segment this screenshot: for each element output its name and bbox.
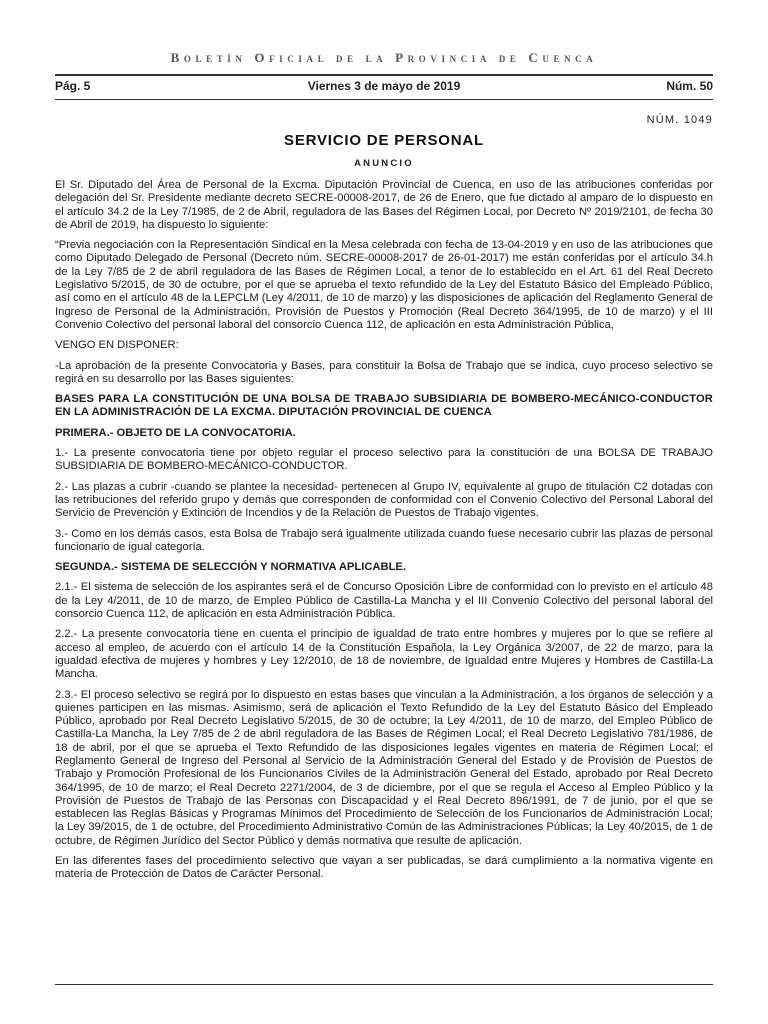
body-paragraph: 2.1.- El sistema de selección de los aspirantes será el de Concurso Oposición Libre de conformidad con lo previsto en el artículo 48 de la Ley 4/2011, de 10 de marzo, de Empleo Público de Castilla-La Mancha y el III Convenio Colectivo del personal laboral del consorcio Cuenca 112, de aplicación en esta Administración Pública.	[55, 581, 713, 621]
footer-rule	[55, 984, 713, 985]
body-paragraph: VENGO EN DISPONER:	[55, 339, 179, 352]
page-header	[55, 79, 713, 93]
body-paragraph: 2.3.- El proceso selectivo se regirá por lo dispuesto en estas bases que vinculan a la Administración, a los órganos de selección y a quienes participen en las mismas. Asimismo, será de aplicación el Texto Refundido de la Ley del Estatuto Básico del Empleado Público, aprobado por Real Decreto Legislativo 5/2015, de 30 de octubre; la Ley 4/2011, de 10 de marzo, del Empleo Público de Castilla-La Mancha, la Ley 7/85 de 2 de abril reguladora de las Bases de Régimen Local; el Real Decreto Legislativo 781/1986, de 18 de abril, por el que se aprueba el Texto Refundido de las disposiciones legales vigentes en materia de Régimen Local; el Reglamento General de Ingreso del Personal al Servicio de la Administración General del Estado y de Provisión de Puestos de Trabajo y Promoción Profesional de los Funcionarios Civiles de la Administración General del Estado, aprobado por Real Decreto 364/1995, de 10 de marzo; el Real Decreto 2271/2004, de 3 de diciembre, por el que se regula el Acceso al Empleo Público y la Provisión de Puestos de Trabajo de las Personas con Discapacidad y el Real Decreto 896/1991, de 7 de junio, por el que se establecen las Reglas Básicas y Programas Mínimos del Procedimiento de Selección de los Funcionarios de Administración Local; la Ley 39/2015, de 1 de octubre, del Procedimiento Administrativo Común de las Administraciones Públicas; la Ley 40/2015, de 1 de octubre, de Régimen Jurídico del Sector Público y demás normativa que resulte de aplicación.	[55, 688, 713, 847]
section-heading-primera: PRIMERA.- OBJETO DE LA CONVOCATORIA.	[55, 426, 296, 439]
section-heading-segunda: SEGUNDA.- SISTEMA DE SELECCIÓN Y NORMATIVA APLICABLE.	[55, 561, 406, 574]
body-paragraph: El Sr. Diputado del Área de Personal de la Excma. Diputación Provincial de Cuenca, en uso de las atribuciones conferidas por delegación del Sr. Presidente mediante decreto SECRE-00008-2017, de 26 de Enero, que fue dictado al amparo de lo dispuesto en el artículo 34.2 de la Ley 7/1985, de 2 de Abril, reguladora de las Bases del Régimen Local, por Decreto Nº 2019/2101, de fecha 30 de Abril de 2019, ha dispuesto lo siguiente:	[55, 179, 713, 231]
announcement-number: NÚM. 1049	[646, 114, 713, 126]
body-paragraph: 3.- Como en los demás casos, esta Bolsa de Trabajo será igualmente utilizada cuando fuese necesario cubrir las plazas de personal funcionario de igual categoría.	[55, 527, 713, 553]
page-number: Pág. 5	[55, 79, 91, 93]
body-paragraph: -La aprobación de la presente Convocatoria y Bases, para constituir la Bolsa de Trabajo que se indica, cuyo proceso selectivo se regirá en su desarrollo por las Bases siguientes:	[55, 359, 713, 385]
body-paragraph: 1.- La presente convocatoria tiene por objeto regular el proceso selectivo para la constitución de una BOLSA DE TRABAJO SUBSIDIARIA DE BOMBERO-MECÁNICO-CONDUCTOR.	[55, 447, 713, 473]
header-top-rule	[55, 74, 713, 76]
body-paragraph: 2.- Las plazas a cubrir -cuando se plantee la necesidad- pertenecen al Grupo IV, equivalente al grupo de titulación C2 dotadas con las retribuciones del referido grupo y demás que corresponden de conformidad con el Convenio Colectivo del Personal Laboral del Servicio de Prevención y Extinción de Incendios y de la Relación de Puestos de Trabajo vigentes.	[55, 480, 713, 520]
gazette-masthead: Boletín Oficial de la Provincia de Cuenca	[170, 50, 598, 65]
publication-date: Viernes 3 de mayo de 2019	[307, 79, 461, 93]
bases-heading: BASES PARA LA CONSTITUCIÓN DE UNA BOLSA DE TRABAJO SUBSIDIARIA DE BOMBERO-MECÁNICO-CONDUCTOR EN LA ADMINISTRACIÓN DE LA EXCMA. DIPUTACIÓN PROVINCIAL DE CUENCA	[55, 393, 713, 419]
issue-number: Núm. 50	[666, 79, 713, 93]
document-body	[55, 179, 713, 889]
body-paragraph: 2.2.- La presente convocatoria tiene en cuenta el principio de igualdad de trato entre hombres y mujeres por lo que se refiere al acceso al empleo, de acuerdo con el artículo 14 de la Constitución Española, la Ley Orgánica 3/2007, de 22 de marzo, para la igualdad efectiva de mujeres y hombres y Ley 12/2010, de 18 de noviembre, de Igualdad entre Mujeres y Hombres de Castilla-La Mancha.	[55, 628, 713, 681]
header-bottom-rule	[55, 99, 713, 100]
section-title: SERVICIO DE PERSONAL	[284, 132, 484, 149]
body-paragraph: En las diferentes fases del procedimiento selectivo que vayan a ser publicadas, se dará cumplimiento a la normativa vigente en materia de Protección de Datos de Carácter Personal.	[55, 855, 713, 881]
announcement-label: ANUNCIO	[354, 158, 414, 169]
body-paragraph: “Previa negociación con la Representación Sindical en la Mesa celebrada con fecha de 13-04-2019 y en uso de las atribuciones que como Diputado Delegado de Personal (Decreto núm. SECRE-00008-2017 de 26-01-2017) me están conferidas por el artículo 34.h de la Ley 7/85 de 2 de abril reguladora de las Bases de Régimen Local, a tenor de lo establecido en el Art. 61 del Real Decreto Legislativo 5/2015, de 30 de octubre, por el que se aprueba el texto refundido de la Ley del Estatuto Básico del Empleado Público, así como en el artículo 48 de la LEPCLM (Ley 4/2011, de 10 de marzo) y las disposiciones de aplicación del Reglamento General de Ingreso de Personal de la Administración, Provisión de Puestos y Promoción (Real Decreto 364/1995, de 10 de marzo) y el III Convenio Colectivo del personal laboral del consorcio Cuenca 112, de aplicación en esta Administración Pública,	[55, 239, 713, 331]
